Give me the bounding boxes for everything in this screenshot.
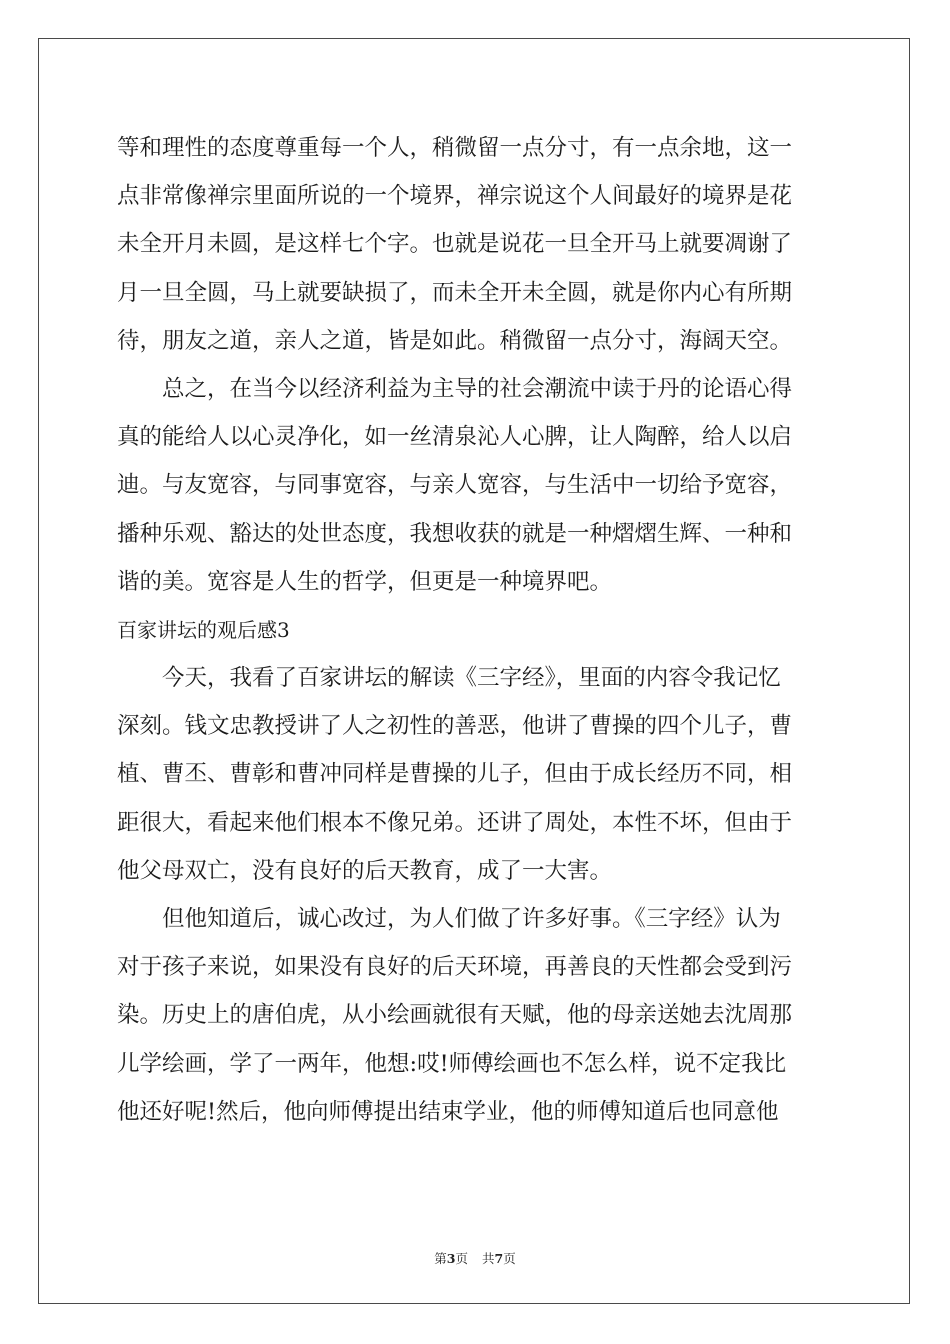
text-line: 总之，在当今以经济利益为主导的社会潮流中读于丹的论语心得 <box>162 375 793 402</box>
page-footer <box>0 1249 950 1267</box>
text-line: 未全开月未圆，是这样七个字。也就是说花一旦全开马上就要凋谢了 <box>117 231 793 258</box>
text-line: 迪。与友宽容，与同事宽容，与亲人宽容，与生活中一切给予宽容， <box>117 472 793 499</box>
text-line: 他还好呢!然后，他向师傅提出结束学业，他的师傅知道后也同意他 <box>117 1098 779 1125</box>
text-line: 对于孩子来说，如果没有良好的后天环境，再善良的天性都会受到污 <box>117 954 793 981</box>
page-number-prefix: 第 <box>434 1251 447 1266</box>
text-line: 植、曹丕、曹彰和曹冲同样是曹操的儿子，但由于成长经历不同，相 <box>117 761 793 788</box>
text-line: 待，朋友之道，亲人之道，皆是如此。稍微留一点分寸，海阔天空。 <box>117 327 793 354</box>
section-heading: 百家讲坛的观后感3 <box>117 617 290 642</box>
text-line: 今天，我看了百家讲坛的解读《三字经》，里面的内容令我记忆 <box>162 665 781 692</box>
text-line: 他父母双亡，没有良好的后天教育，成了一大害。 <box>117 857 613 884</box>
page-total-count: 7 <box>494 1251 504 1266</box>
page-total-suffix: 页 <box>503 1251 516 1266</box>
text-line: 深刻。钱文忠教授讲了人之初性的善恶，他讲了曹操的四个儿子，曹 <box>117 713 793 740</box>
text-line: 点非常像禅宗里面所说的一个境界，禅宗说这个人间最好的境界是花 <box>117 183 793 210</box>
page-total-prefix: 共 <box>482 1251 495 1266</box>
document-body <box>117 124 837 1136</box>
text-line: 但他知道后，诚心改过，为人们做了许多好事。《三字经》认为 <box>162 906 781 932</box>
page-number-current: 3 <box>446 1251 456 1266</box>
text-line: 等和理性的态度尊重每一个人，稍微留一点分寸，有一点余地，这一 <box>117 135 793 161</box>
text-line: 播种乐观、豁达的处世态度，我想收获的就是一种熠熠生辉、一种和 <box>117 520 793 547</box>
page-number-suffix: 页 <box>455 1251 468 1266</box>
text-line: 儿学绘画，学了一两年，他想:哎!师傅绘画也不怎么样，说不定我比 <box>117 1050 787 1077</box>
text-line: 染。历史上的唐伯虎，从小绘画就很有天赋，他的母亲送她去沈周那 <box>117 1002 793 1029</box>
text-line: 真的能给人以心灵净化，如一丝清泉沁人心脾，让人陶醉，给人以启 <box>117 424 793 451</box>
text-line: 谐的美。宽容是人生的哲学，但更是一种境界吧。 <box>117 568 613 595</box>
text-line: 月一旦全圆，马上就要缺损了，而未全开未全圆，就是你内心有所期 <box>117 279 793 306</box>
text-line: 距很大，看起来他们根本不像兄弟。还讲了周处，本性不坏，但由于 <box>117 809 793 836</box>
